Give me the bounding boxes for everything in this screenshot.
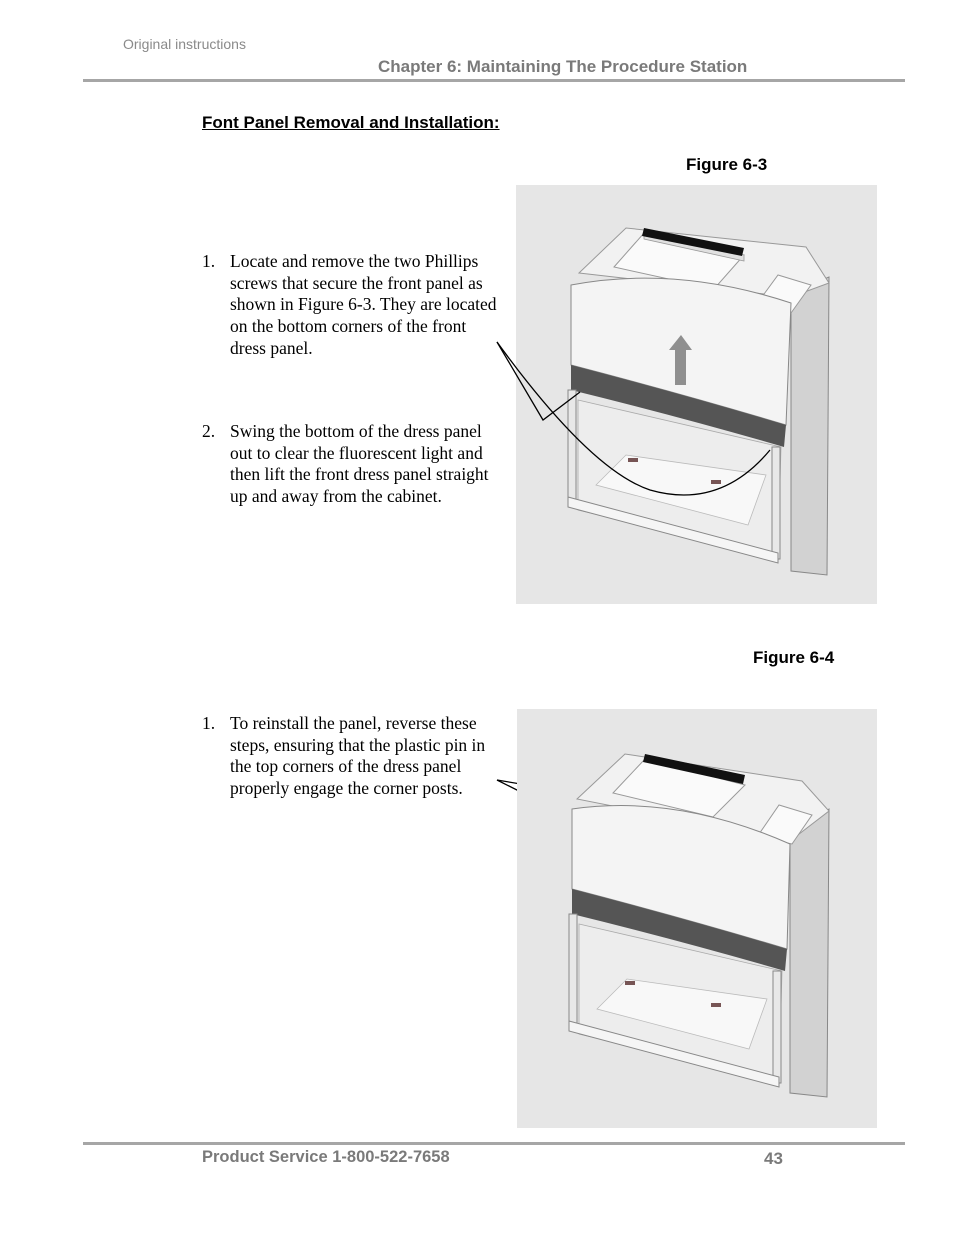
step-text: To reinstall the panel, reverse these steps, ensuring that the plastic pin in the top corners of the dress panel properly engage the corner posts. xyxy=(230,713,486,799)
original-instructions-note: Original instructions xyxy=(123,36,246,52)
section-title: Font Panel Removal and Installation: xyxy=(202,113,500,132)
step-number: 1. xyxy=(202,251,216,271)
step-number: 1. xyxy=(202,713,216,733)
step-number: 2. xyxy=(202,421,216,441)
page-number: 43 xyxy=(764,1149,783,1168)
figure-6-4-illustration xyxy=(517,709,877,1128)
step-text: Locate and remove the two Phillips screws that secure the front panel as shown in Figure 6-3. They are located on the bottom corners of the front dress panel. xyxy=(230,251,497,358)
figure-6-4-label: Figure 6-4 xyxy=(753,648,835,667)
step-text: Swing the bottom of the dress panel out to clear the fluorescent light and then lift the front dress panel straight up and away from the cabinet. xyxy=(230,421,489,507)
figure-6-3-label: Figure 6-3 xyxy=(686,155,768,174)
product-service-phone: Product Service 1-800-522-7658 xyxy=(202,1148,450,1166)
install-step-1 xyxy=(202,713,502,800)
chapter-heading: Chapter 6: Maintaining The Procedure Station xyxy=(378,57,748,76)
footer-rule xyxy=(83,1142,905,1145)
